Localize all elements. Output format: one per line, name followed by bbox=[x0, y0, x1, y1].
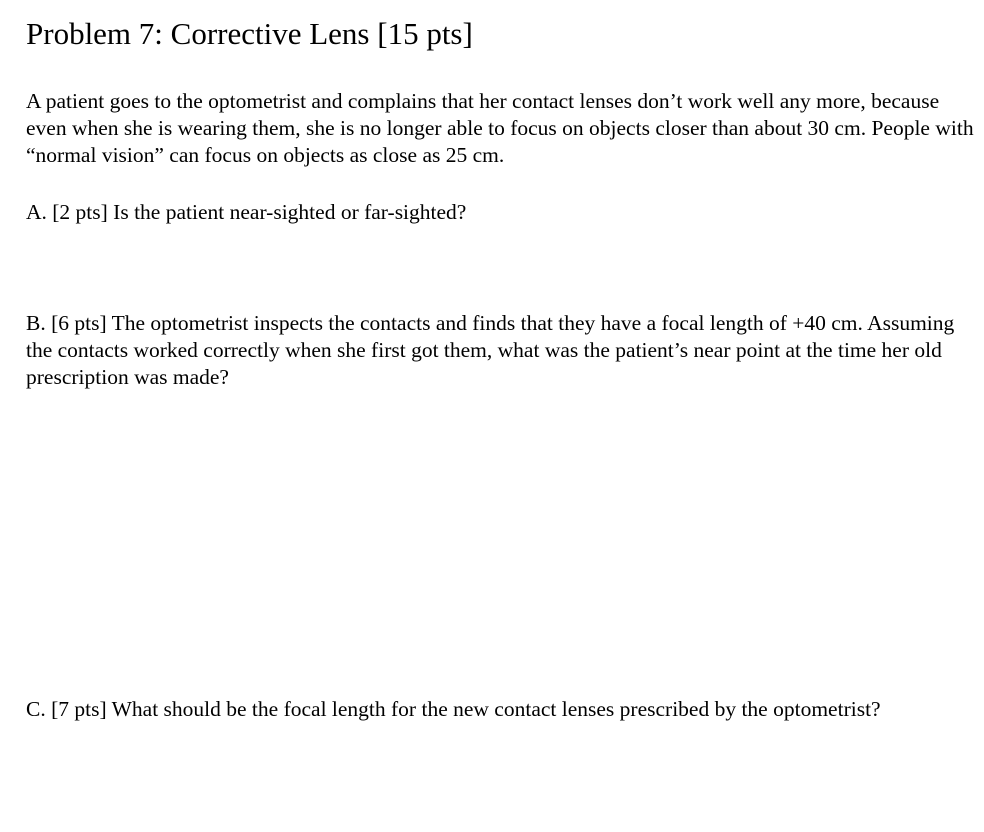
part-b-question: B. [6 pts] The optometrist inspects the contacts and finds that they have a focal length of +40 cm. Assuming the contacts worked correctly when she first got them, what was the patient’s near point at the time her old prescription was made? bbox=[26, 311, 955, 389]
part-c-question: C. [7 pts] What should be the focal length for the new contact lenses prescribed by the optometrist? bbox=[26, 697, 881, 721]
part-a-question: A. [2 pts] Is the patient near-sighted or far-sighted? bbox=[26, 200, 467, 224]
problem-intro: A patient goes to the optometrist and complains that her contact lenses don’t work well any more, because even when she is wearing them, she is no longer able to focus on objects closer than about 30 cm. People with “normal vision” can focus on objects as close as 25 cm. bbox=[26, 89, 974, 167]
problem-title: Problem 7: Corrective Lens [15 pts] bbox=[26, 16, 473, 51]
